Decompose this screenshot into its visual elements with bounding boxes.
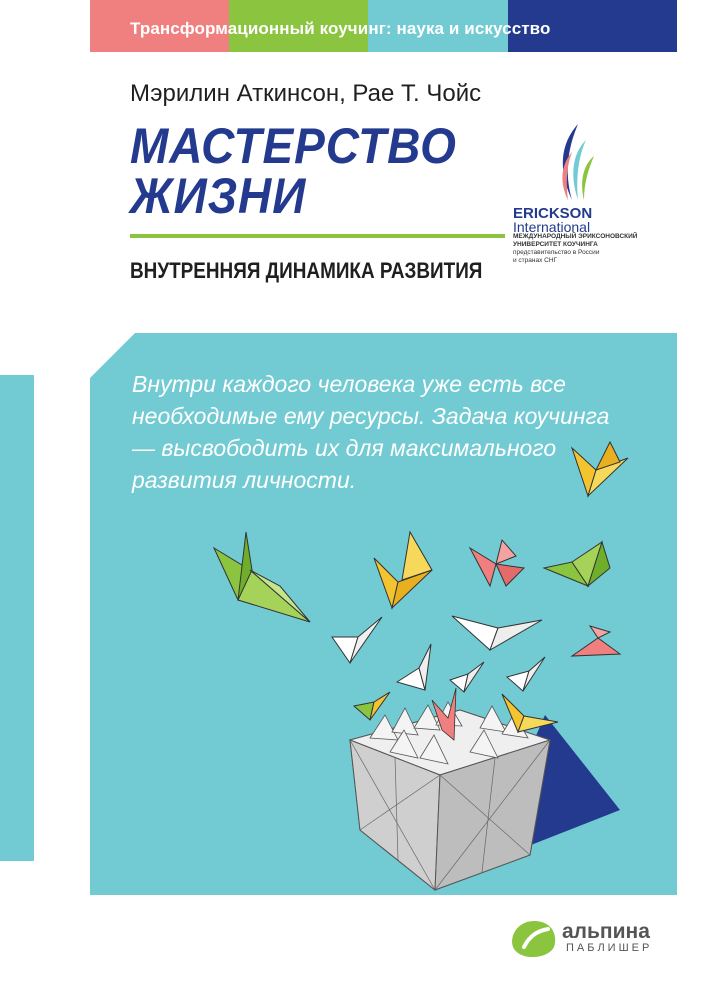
- publisher-name: альпина: [562, 920, 650, 943]
- book-title-line-1: МАСТЕРСТВО: [130, 118, 457, 174]
- erickson-logo-name: ERICKSON: [513, 205, 593, 222]
- book-title-line-2: ЖИЗНИ: [130, 168, 307, 224]
- origami-bird-yellow-icon: [372, 530, 442, 610]
- cover-quote: Внутри каждого человека уже есть все необходимые ему ресурсы. Задача коучинга — высвободить их для максимального развития личности.: [132, 371, 610, 493]
- erickson-logo-line-3: представительство в России: [513, 249, 600, 256]
- origami-bird-green-right-icon: [542, 540, 612, 595]
- erickson-logo-sub: International: [513, 219, 591, 235]
- origami-bird-white-1-icon: [330, 615, 385, 665]
- origami-bird-white-2-icon: [450, 608, 545, 653]
- origami-bird-white-3-icon: [395, 642, 440, 692]
- erickson-logo-line-2: УНИВЕРСИТЕТ КОУЧИНГА: [513, 241, 598, 248]
- origami-bird-white-4-icon: [448, 660, 486, 694]
- title-divider: [130, 234, 505, 238]
- series-title: Трансформационный коучинг: наука и искусство: [130, 19, 551, 38]
- book-subtitle: ВНУТРЕННЯЯ ДИНАМИКА РАЗВИТИЯ: [130, 258, 483, 283]
- authors: Мэрилин Аткинсон, Рае Т. Чойс: [130, 80, 482, 107]
- spine-accent-bar: [0, 375, 34, 861]
- origami-bird-yellow-small-icon: [500, 692, 560, 734]
- origami-bird-yellow-top-icon: [570, 440, 630, 500]
- publisher-subtitle: ПАБЛИШЕР: [566, 942, 653, 954]
- origami-bird-red-icon: [468, 538, 526, 588]
- origami-bird-green-small-icon: [352, 690, 392, 722]
- origami-bird-white-5-icon: [505, 655, 547, 693]
- origami-bird-green-large-icon: [210, 530, 320, 630]
- flame-logo-icon: [548, 122, 604, 204]
- erickson-logo-line-1: МЕЖДУНАРОДНЫЙ ЭРИКСОНОВСКИЙ: [513, 233, 638, 240]
- erickson-logo-line-4: и странах СНГ: [513, 257, 558, 264]
- origami-bird-red-right-icon: [570, 624, 622, 660]
- alpina-leaf-logo-icon: [508, 917, 560, 961]
